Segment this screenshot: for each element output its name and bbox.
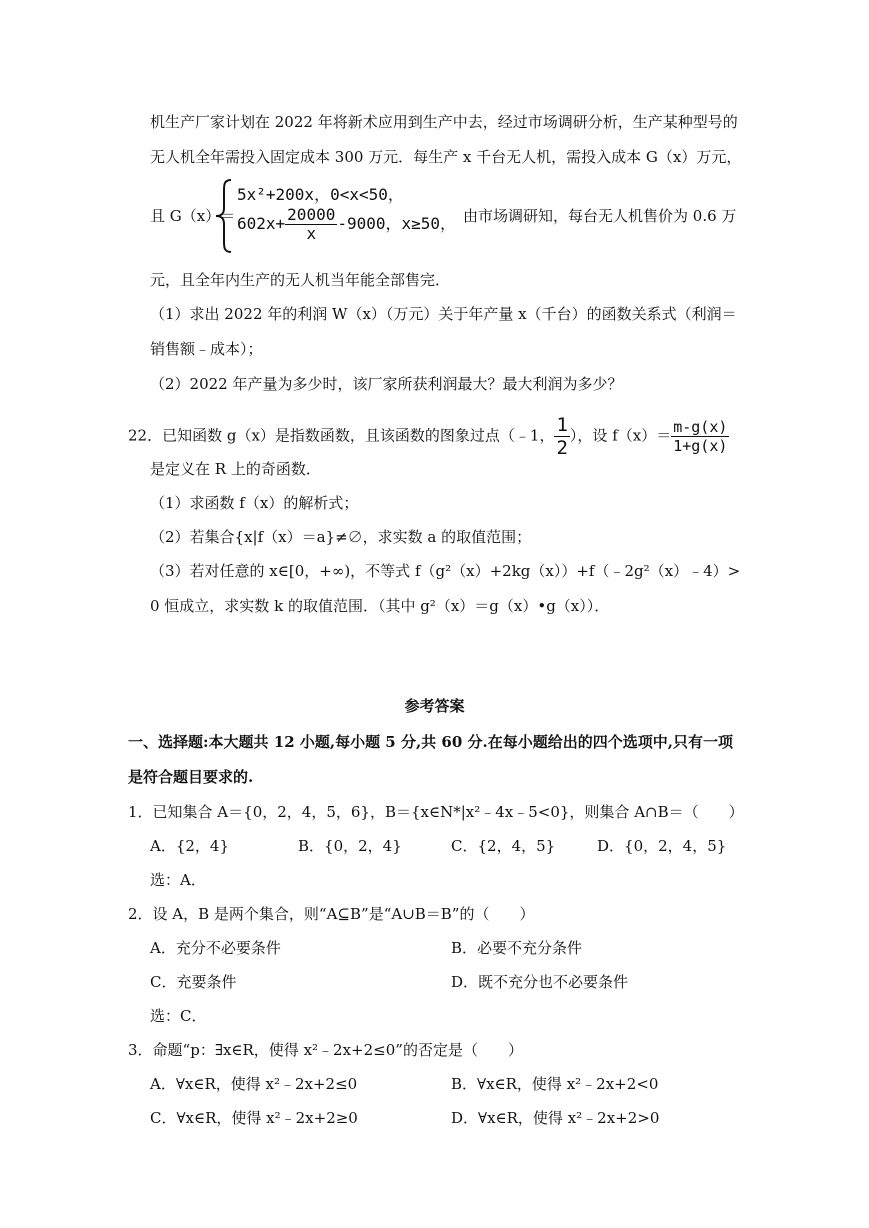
case-2	[237, 206, 456, 243]
q22-f-fraction	[671, 418, 729, 455]
q1-stem: 1．已知集合 A＝{0，2，4，5，6}，B＝{x∈N*|x²﹣4x﹣5<0}，则集合 A∩B＝（ ）	[128, 803, 744, 821]
q22-prefix: 22．已知函数 g（x）是指数函数，且该函数的图象过点（﹣1，	[128, 426, 555, 445]
q22-sub3-b: 0 恒成立，求实数 k 的取值范围．（其中 g²（x）＝g（x）•g（x））．	[150, 597, 610, 615]
q2-option-a: A．充分不必要条件	[150, 939, 281, 957]
q3-stem: 3．命题“p：∃x∈R，使得 x²﹣2x+2≤0”的否定是（ ）	[128, 1041, 523, 1059]
q1-option-d: D．{0，2，4，5}	[597, 837, 727, 855]
q1-option-a: A．{2，4}	[150, 837, 230, 855]
q3-option-b: B．∀x∈R，使得 x²﹣2x+2<0	[451, 1075, 659, 1093]
q22-point-fraction	[554, 414, 569, 459]
q22-line1	[128, 414, 729, 459]
section-heading-b: 是符合题目要求的.	[128, 768, 254, 786]
case-2-prefix: 602x+	[237, 214, 286, 233]
q22-sub2: （2）若集合{x|f（x）＝a}≠∅，求实数 a 的取值范围；	[150, 528, 532, 546]
fraction-denominator: 2	[556, 437, 568, 459]
answers-title: 参考答案	[404, 697, 465, 715]
q1-answer: 选：A．	[150, 871, 206, 889]
q3-option-c: C．∀x∈R，使得 x²﹣2x+2≥0	[150, 1109, 358, 1127]
q22-middle: ），设 f（x）＝	[569, 426, 672, 445]
q3-option-d: D．∀x∈R，使得 x²﹣2x+2>0	[451, 1109, 660, 1127]
fraction-numerator: m-g(x)	[673, 418, 728, 436]
case-2-suffix: -9000，x≥50，	[337, 214, 457, 233]
q2-option-d: D．既不充分也不必要条件	[451, 973, 629, 991]
piecewise-function	[213, 178, 463, 254]
q21-line3-prefix: 且 G（x）＝	[150, 207, 236, 225]
q1-option-c: C．{2，4，5}	[451, 837, 556, 855]
q21-sub2: （2）2022 年产量为多少时，该厂家所获利润最大？最大利润为多少？	[150, 375, 623, 393]
q22-sub3-a: （3）若对任意的 x∈[0，+∞)，不等式 f（g²（x）+2kg（x））+f（﹣2g²（x）﹣4）>	[150, 562, 741, 580]
left-brace-icon	[213, 178, 235, 254]
q21-line1: 机生产厂家计划在 2022 年将新术应用到生产中去，经过市场调研分析，生产某种型号的	[150, 113, 738, 131]
fraction-numerator: 20000	[287, 205, 336, 224]
fraction-denominator: 1+g(x)	[673, 437, 728, 455]
q1-option-b: B．{0，2，4}	[298, 837, 402, 855]
case-2-fraction	[285, 206, 337, 243]
section-heading-a: 一、选择题:本大题共 12 小题,每小题 5 分,共 60 分.在每小题给出的四个选项中,只有一项	[128, 733, 733, 751]
q21-line2: 无人机全年需投入固定成本 300 万元．每生产 x 千台无人机，需投入成本 G（x）万元，	[150, 148, 742, 166]
fraction-denominator: x	[306, 224, 317, 243]
q3-option-a: A．∀x∈R，使得 x²﹣2x+2≤0	[150, 1075, 358, 1093]
q21-line3-suffix: 由市场调研知，每台无人机售价为 0.6 万	[463, 207, 737, 225]
q22-line2: 是定义在 R 上的奇函数．	[150, 460, 321, 478]
fraction-numerator: 1	[556, 414, 568, 436]
q2-option-b: B．必要不充分条件	[451, 939, 583, 957]
q21-line4: 元，且全年内生产的无人机当年能全部售完．	[150, 271, 451, 289]
q2-answer: 选：C．	[150, 1007, 207, 1025]
case-1: 5x²+200x，0<x<50，	[237, 185, 404, 204]
q21-sub1-a: （1）求出 2022 年的利润 W（x）（万元）关于年产量 x（千台）的函数关系式（利润＝	[150, 305, 737, 323]
q22-sub1: （1）求函数 f（x）的解析式；	[150, 494, 359, 512]
q21-sub1-b: 销售额﹣成本）；	[150, 340, 263, 358]
q2-option-c: C．充要条件	[150, 973, 237, 991]
q2-stem: 2．设 A，B 是两个集合，则“A⊆B”是“A∪B＝B”的（ ）	[128, 905, 535, 923]
